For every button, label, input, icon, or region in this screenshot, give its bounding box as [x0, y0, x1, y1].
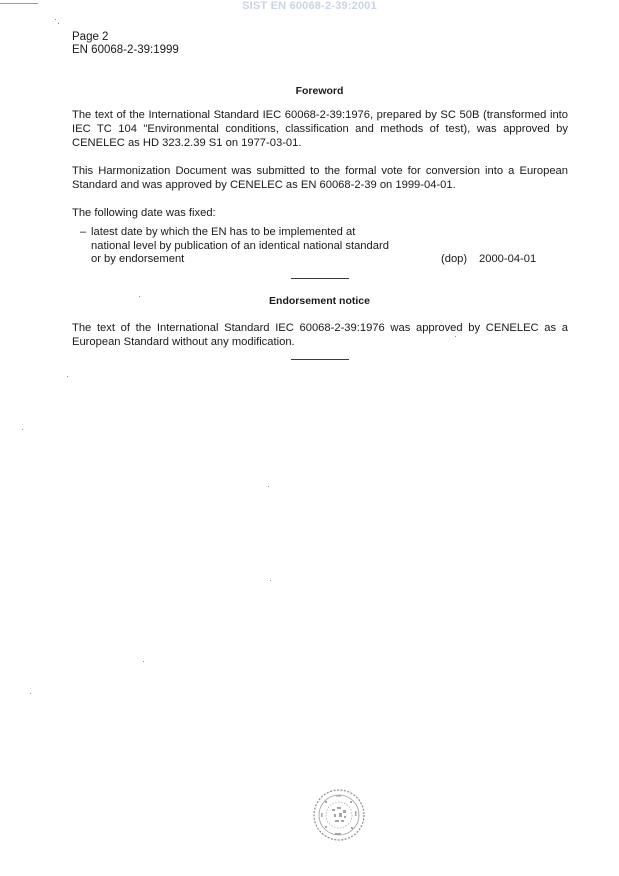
foreword-title: Foreword	[295, 85, 344, 97]
scan-speck	[58, 23, 59, 24]
scan-speck	[139, 296, 140, 297]
foreword-paragraph-3: The following date was fixed:	[72, 207, 216, 219]
scan-speck	[143, 661, 144, 662]
watermark: SIST EN 60068-2-39:2001	[242, 0, 377, 12]
page-header	[72, 31, 179, 57]
scan-speck	[22, 429, 23, 430]
section-divider	[291, 359, 349, 360]
dop-label: (dop)	[441, 253, 468, 265]
foreword-paragraph-1: The text of the International Standard IEC 60068-2-39:1976, prepared by SC 50B (transformed into IEC TC 104 "Environmental conditions, classification and methods of test), was approved by CENELEC as HD 323.2.39 S1 on 1977-03-01.	[72, 109, 568, 149]
endorsement-text: The text of the International Standard IEC 60068-2-39:1976 was approved by CENELEC as a European Standard without any modification.	[72, 322, 568, 348]
scan-speck	[30, 693, 31, 694]
scan-speck	[67, 376, 68, 377]
scan-speck	[55, 19, 56, 20]
dop-date: 2000-04-01	[479, 253, 537, 265]
scan-speck	[270, 580, 271, 581]
list-dash: –	[80, 226, 87, 238]
stamp-seal-icon	[311, 787, 367, 843]
scan-speck	[268, 486, 269, 487]
scan-speck	[455, 336, 456, 337]
foreword-paragraph-2: This Harmonization Document was submitted to the formal vote for conversion into a European Standard and was approved by CENELEC as EN 60068-2-39 on 1999-04-01.	[72, 165, 568, 191]
endorsement-title: Endorsement notice	[269, 295, 370, 307]
top-rule	[0, 3, 38, 4]
document-id: EN 60068-2-39:1999	[72, 44, 179, 56]
list-item-text: latest date by which the EN has to be implemented at national level by publication of an identical national standard or by endorsement	[91, 226, 389, 265]
section-divider	[291, 278, 349, 279]
page-number: Page 2	[72, 31, 109, 43]
